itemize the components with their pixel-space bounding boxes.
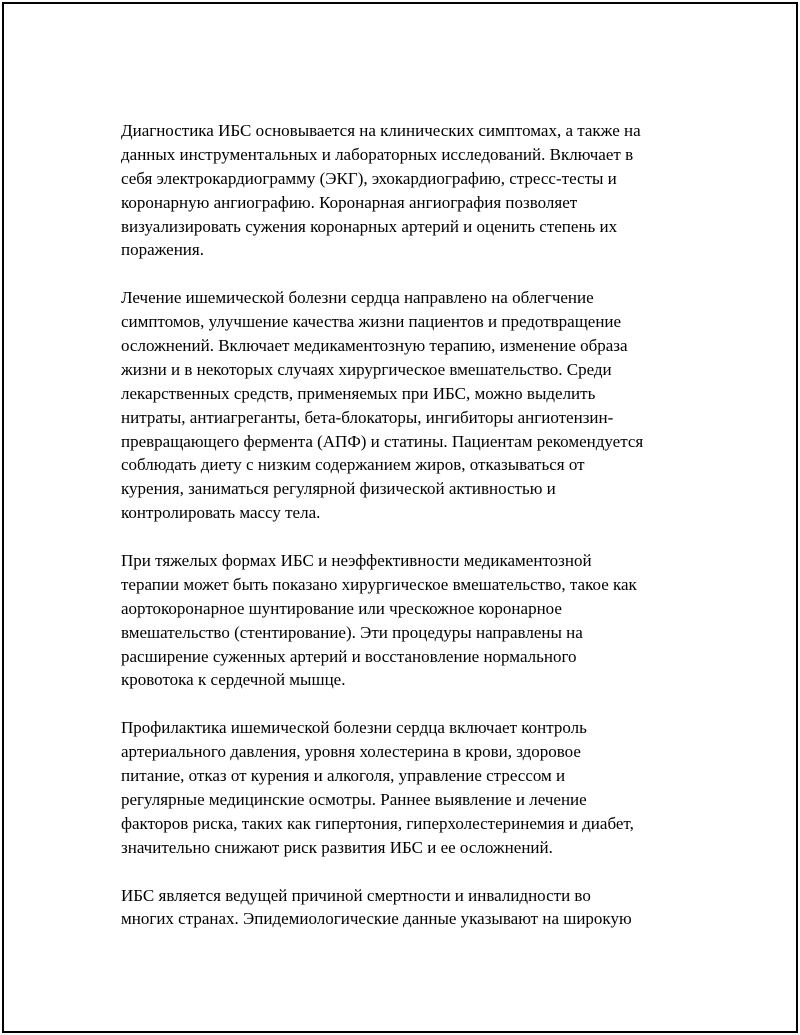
paragraph-gap xyxy=(121,525,701,549)
text-line: жизни и в некоторых случаях хирургическое вмешательство. Среди xyxy=(121,359,612,379)
paragraph-treatment xyxy=(121,286,701,525)
text-line: лекарственных средств, применяемых при ИБС, можно выделить xyxy=(121,383,596,403)
text-line: Лечение ишемической болезни сердца направлено на облегчение xyxy=(121,288,594,308)
text-line: расширение суженных артерий и восстановление нормального xyxy=(121,646,577,666)
paragraph-surgery xyxy=(121,549,701,692)
text-line: многих странах. Эпидемиологические данные указывают на широкую xyxy=(121,909,632,929)
text-line: питание, отказ от курения и алкоголя, управление стрессом и xyxy=(121,766,566,786)
text-line: коронарную ангиографию. Коронарная ангиография позволяет xyxy=(121,192,578,212)
document-body xyxy=(121,119,701,931)
text-line: кровотока к сердечной мышце. xyxy=(121,670,346,690)
text-line: курения, заниматься регулярной физической активностью и xyxy=(121,479,556,499)
text-line: При тяжелых формах ИБС и неэффективности медикаментозной xyxy=(121,551,592,571)
text-line: терапии может быть показано хирургическое вмешательство, такое как xyxy=(121,574,637,594)
text-line: регулярные медицинские осмотры. Раннее выявление и лечение xyxy=(121,789,587,809)
paragraph-prevention xyxy=(121,716,701,859)
text-line: вмешательство (стентирование). Эти процедуры направлены на xyxy=(121,622,583,642)
text-line: превращающего фермента (АПФ) и статины. Пациентам рекомендуется xyxy=(121,431,644,451)
text-line: поражения. xyxy=(121,240,204,260)
text-line: контролировать массу тела. xyxy=(121,503,321,523)
text-line: аортокоронарное шунтирование или чрескожное коронарное xyxy=(121,598,562,618)
text-line: Диагностика ИБС основывается на клинических симптомах, а также на xyxy=(121,121,641,140)
paragraph-gap xyxy=(121,692,701,716)
text-line: соблюдать диету с низким содержанием жиров, отказываться от xyxy=(121,455,585,475)
text-line: факторов риска, таких как гипертония, гиперхолестеринемия и диабет, xyxy=(121,813,634,833)
text-line: осложнений. Включает медикаментозную терапию, изменение образа xyxy=(121,336,628,356)
text-line: артериального давления, уровня холестерина в крови, здоровое xyxy=(121,742,581,762)
paragraph-gap xyxy=(121,262,701,286)
text-line: ИБС является ведущей причиной смертности и инвалидности во xyxy=(121,885,591,905)
text-line: себя электрокардиограмму (ЭКГ), эхокардиографию, стресс-тесты и xyxy=(121,168,617,188)
text-line: визуализировать сужения коронарных артерий и оценить степень их xyxy=(121,216,618,236)
paragraph-diagnostics xyxy=(121,119,701,262)
paragraph-gap xyxy=(121,860,701,884)
text-line: данных инструментальных и лабораторных исследований. Включает в xyxy=(121,144,634,164)
text-line: симптомов, улучшение качества жизни пациентов и предотвращение xyxy=(121,312,622,332)
text-line: Профилактика ишемической болезни сердца включает контроль xyxy=(121,718,587,738)
text-line: значительно снижают риск развития ИБС и ее осложнений. xyxy=(121,837,553,857)
text-line: нитраты, антиагреганты, бета-блокаторы, ингибиторы ангиотензин- xyxy=(121,407,614,427)
page-frame xyxy=(2,2,798,1033)
paragraph-epidemiology xyxy=(121,884,701,932)
